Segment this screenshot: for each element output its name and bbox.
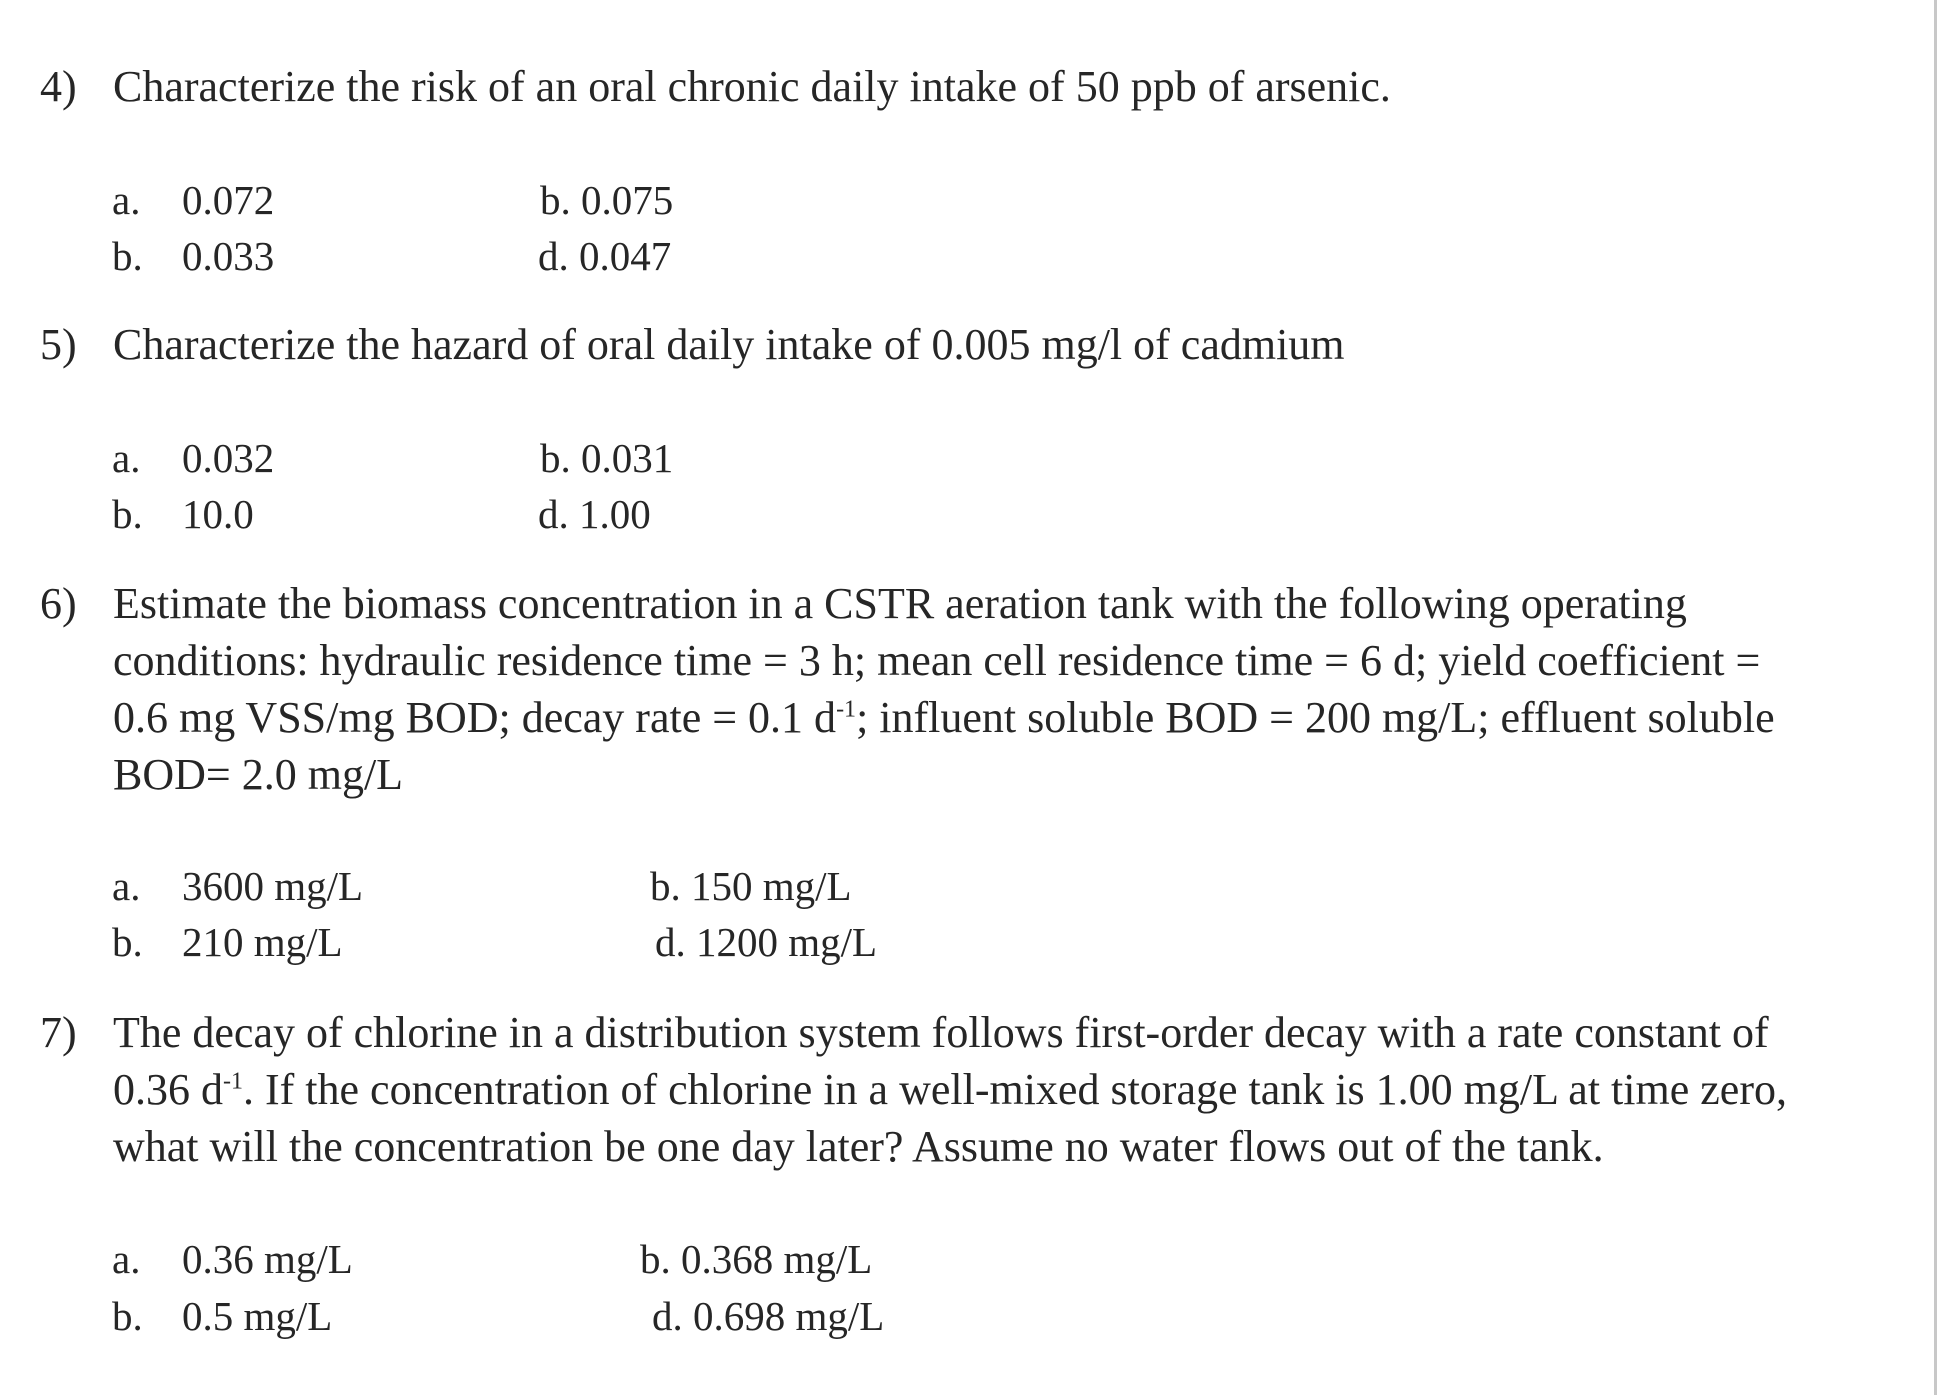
option-letter: a. — [112, 863, 141, 909]
option-letter: b. — [112, 491, 143, 537]
question-number: 5) — [40, 320, 77, 369]
question-line: Estimate the biomass concentration in a CSTR aeration tank with the following operating — [113, 579, 1687, 628]
option-d[interactable]: d. 0.047 — [538, 233, 672, 279]
option-b[interactable] — [112, 490, 254, 538]
question-number: 6) — [40, 579, 77, 628]
option-b-alt[interactable]: b. 0.031 — [540, 435, 674, 481]
option-value: 3600 mg/L — [182, 863, 364, 909]
option-d[interactable]: d. 1200 mg/L — [655, 919, 878, 965]
option-value: 0.033 — [182, 233, 275, 279]
question-text — [113, 575, 1903, 803]
option-d[interactable]: d. 0.698 mg/L — [652, 1293, 885, 1339]
question-line — [113, 1061, 1903, 1118]
option-b[interactable] — [112, 918, 343, 966]
option-letter: a. — [112, 1236, 141, 1282]
question-number: 4) — [40, 62, 77, 111]
question-line: The decay of chlorine in a distribution system follows first-order decay with a rate constant of — [113, 1008, 1769, 1057]
line-text: . If the concentration of chlorine in a well-mixed storage tank is 1.00 mg/L at time zero, — [243, 1065, 1787, 1114]
question-number: 7) — [40, 1008, 77, 1057]
option-b-alt[interactable]: b. 150 mg/L — [650, 863, 852, 909]
line-text: 0.36 d — [113, 1065, 223, 1114]
option-b[interactable] — [112, 1292, 332, 1340]
option-b-alt[interactable]: b. 0.075 — [540, 177, 674, 223]
option-a[interactable] — [112, 862, 363, 910]
option-value: 0.36 mg/L — [182, 1236, 353, 1282]
superscript: -1 — [836, 696, 857, 723]
option-letter: a. — [112, 177, 141, 223]
question-text — [113, 1004, 1903, 1175]
question-text — [113, 316, 1903, 373]
option-d[interactable]: d. 1.00 — [538, 491, 651, 537]
line-text: 0.6 mg VSS/mg BOD; decay rate = 0.1 d — [113, 693, 837, 742]
option-value: 0.5 mg/L — [182, 1293, 333, 1339]
option-value: 210 mg/L — [182, 919, 343, 965]
option-value: 0.072 — [182, 177, 275, 223]
option-value: 0.032 — [182, 435, 275, 481]
question-text — [113, 58, 1903, 115]
superscript: -1 — [223, 1068, 243, 1095]
option-letter: b. — [112, 1293, 143, 1339]
option-letter: a. — [112, 435, 141, 481]
option-a[interactable] — [112, 1235, 353, 1283]
option-letter: b. — [112, 919, 143, 965]
option-b[interactable] — [112, 232, 274, 280]
option-a[interactable] — [112, 434, 274, 482]
question-line: what will the concentration be one day later? Assume no water flows out of the tank. — [113, 1122, 1604, 1171]
option-value: 10.0 — [182, 491, 254, 537]
option-b-alt[interactable]: b. 0.368 mg/L — [640, 1236, 873, 1282]
option-letter: b. — [112, 233, 143, 279]
question-line: Characterize the risk of an oral chronic daily intake of 50 ppb of arsenic. — [113, 62, 1391, 111]
question-line: BOD= 2.0 mg/L — [113, 750, 404, 799]
question-line: Characterize the hazard of oral daily intake of 0.005 mg/l of cadmium — [113, 320, 1345, 369]
option-a[interactable] — [112, 176, 274, 224]
question-line: conditions: hydraulic residence time = 3 h; mean cell residence time = 6 d; yield coefficient = — [113, 636, 1761, 685]
line-text: ; influent soluble BOD = 200 mg/L; effluent soluble — [856, 693, 1775, 742]
question-line — [113, 689, 1903, 746]
